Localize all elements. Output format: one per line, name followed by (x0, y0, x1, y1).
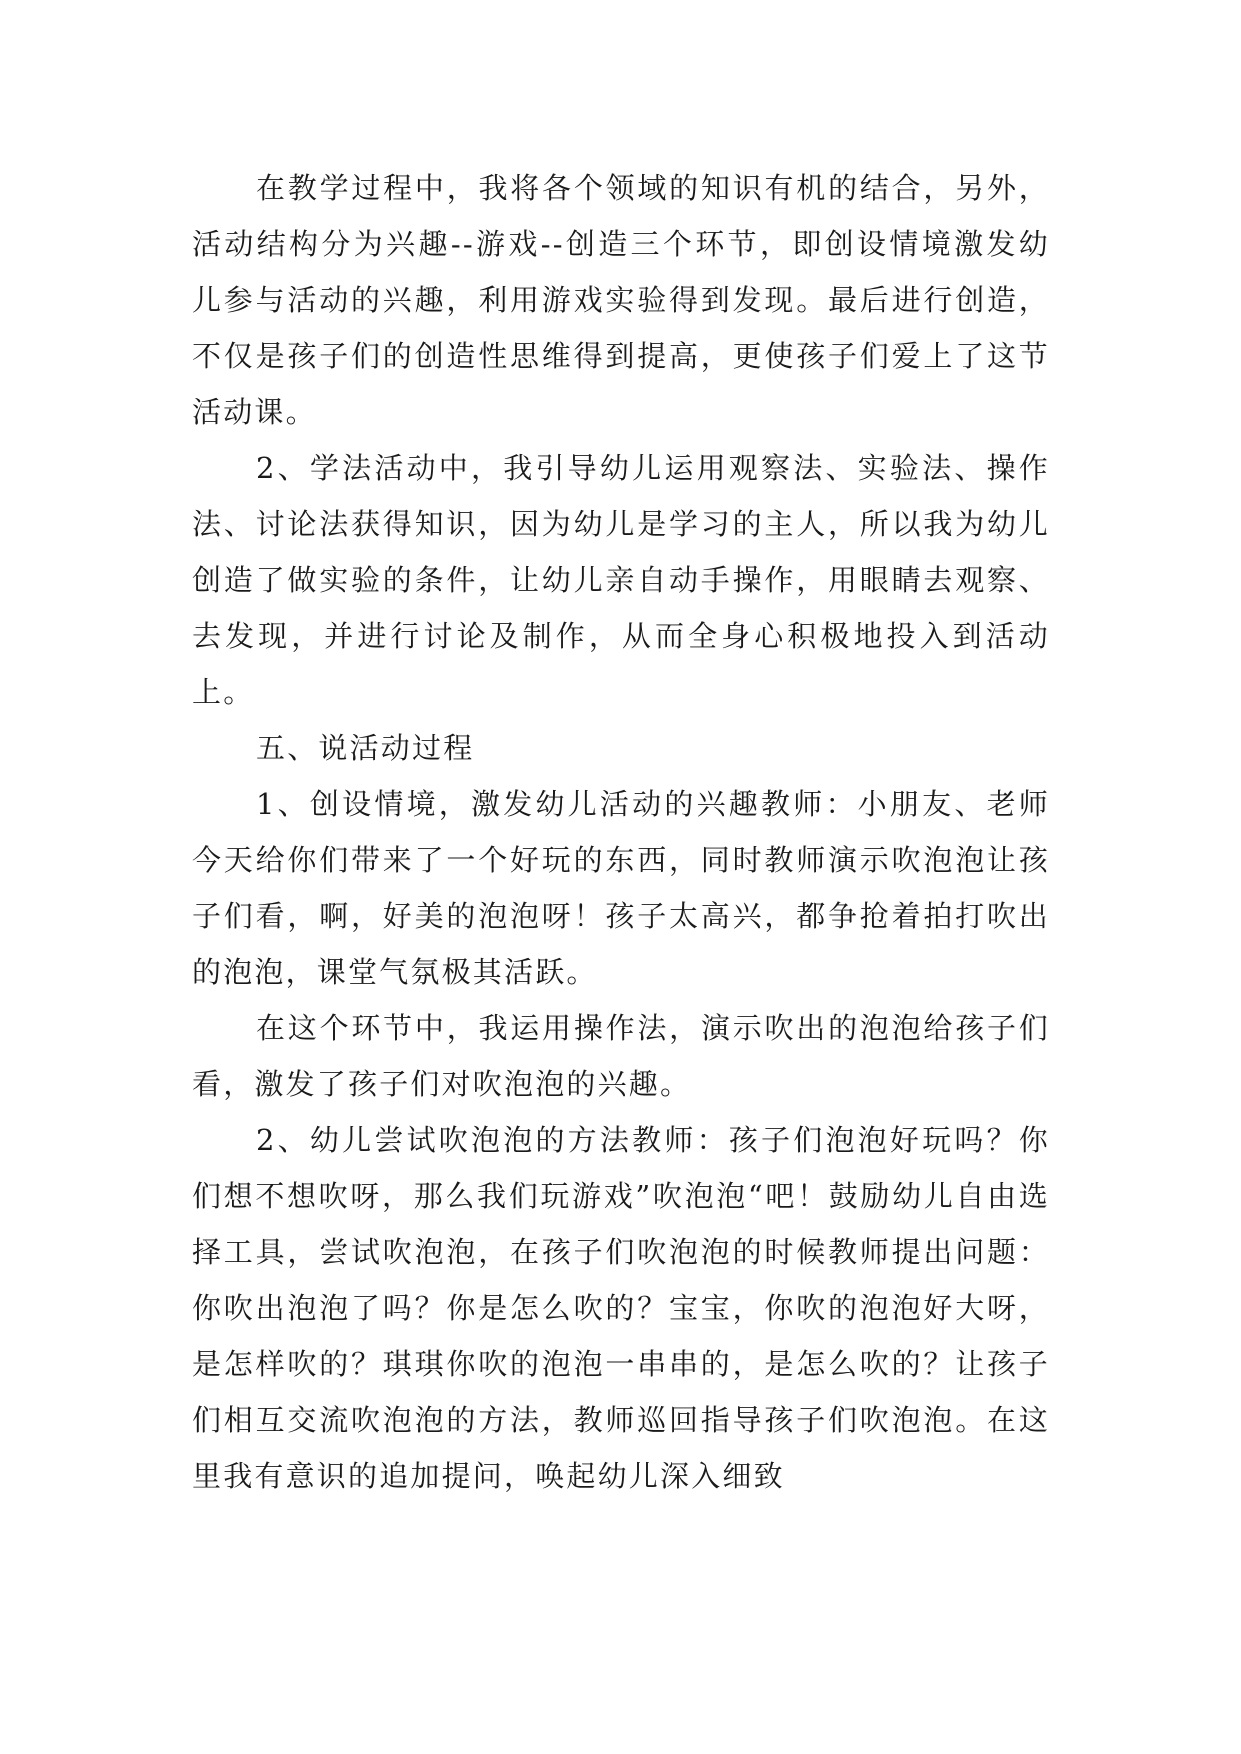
paragraph-teaching-process: 在教学过程中，我将各个领域的知识有机的结合，另外，活动结构分为兴趣--游戏--创造三个环节，即创设情境激发幼儿参与活动的兴趣，利用游戏实验得到发现。最后进行创造，不仅是孩子们的创造性思维得到提高，更使孩子们爱上了这节活动课。 (192, 171, 1050, 429)
paragraph-step-1-note: 在这个环节中，我运用操作法，演示吹出的泡泡给孩子们看，激发了孩子们对吹泡泡的兴趣。 (192, 1011, 1050, 1101)
section-heading-activity-process: 五、说活动过程 (256, 731, 475, 765)
document-page (192, 160, 1050, 1504)
paragraph-step-1: 1、创设情境，激发幼儿活动的兴趣教师：小朋友、老师今天给你们带来了一个好玩的东西，同时教师演示吹泡泡让孩子们看，啊，好美的泡泡呀！孩子太高兴，都争抢着拍打吹出的泡泡，课堂气氛极其活跃。 (192, 787, 1050, 989)
paragraph-learning-method: 2、学法活动中，我引导幼儿运用观察法、实验法、操作法、讨论法获得知识，因为幼儿是学习的主人，所以我为幼儿创造了做实验的条件，让幼儿亲自动手操作，用眼睛去观察、去发现，并进行讨论及制作，从而全身心积极地投入到活动上。 (192, 451, 1050, 709)
paragraph-step-2: 2、幼儿尝试吹泡泡的方法教师：孩子们泡泡好玩吗？你们想不想吹呀，那么我们玩游戏”吹泡泡“吧！鼓励幼儿自由选择工具，尝试吹泡泡，在孩子们吹泡泡的时候教师提出问题：你吹出泡泡了吗？你是怎么吹的？宝宝，你吹的泡泡好大呀，是怎样吹的？琪琪你吹的泡泡一串串的，是怎么吹的？让孩子们相互交流吹泡泡的方法，教师巡回指导孩子们吹泡泡。在这里我有意识的追加提问，唤起幼儿深入细致 (192, 1123, 1050, 1493)
